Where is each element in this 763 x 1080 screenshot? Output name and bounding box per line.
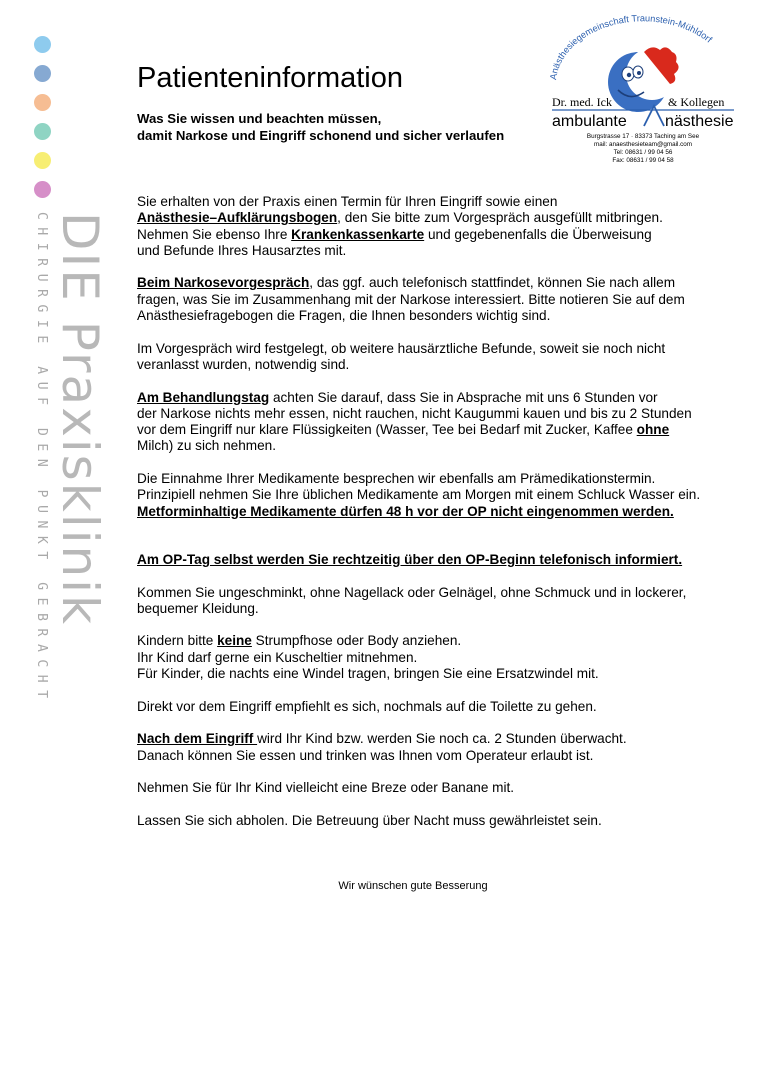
logo-mail: mail: anaesthesieteam@gmail.com <box>593 141 693 148</box>
paragraph-treatment-day: Am Behandlungstag achten Sie darauf, dass Sie in Absprache mit uns 6 Stunden vor der Narkose nichts mehr essen, nicht rauchen, nicht Kaugummi kauen und bis zu 2 Stunden vor dem Eingriff nur klare Flüssigkeiten (Wasser, Tee bei Bedarf mit Zucker, Kaffee ohne Milch) zu sich nehmen. <box>137 389 692 454</box>
closing-line: Wir wünschen gute Besserung <box>338 880 488 892</box>
paragraph-pickup: Lassen Sie sich abholen. Die Betreuung über Nacht muss gewährleistet sein. <box>137 812 602 828</box>
decor-dot-4 <box>34 123 51 140</box>
logo-doctor: Dr. med. Ick <box>552 95 612 109</box>
logo-arc-text: Anästhesiegemeinschaft Traunstein-Mühldorf <box>548 14 714 81</box>
decor-dot-5 <box>34 152 51 169</box>
decor-dot-1 <box>34 36 51 53</box>
paragraph-medication: Die Einnahme Ihrer Medikamente besprechen wir ebenfalls am Prämedikationstermin. Prinzipiell nehmen Sie Ihre üblichen Medikamente am Morgen mit einem Schluck Wasser ein. Metforminhaltige Medikamente dürfen 48 h vor der OP nicht eingenommen werden. <box>137 471 701 519</box>
page-subtitle <box>137 110 504 144</box>
side-brand: DIE Praxisklinik <box>51 212 109 627</box>
paragraph-after-procedure: Nach dem Eingriff wird Ihr Kind bzw. werden Sie noch ca. 2 Stunden überwacht. Danach können Sie essen und trinken was Ihnen vom Operateur erlaubt ist. <box>137 731 627 763</box>
paragraph-snack: Nehmen Sie für Ihr Kind vielleicht eine Breze oder Banane mit. <box>137 780 515 796</box>
logo-word-left: ambulante <box>552 113 627 130</box>
paragraph-toilet: Direkt vor dem Eingriff empfiehlt es sich, nochmals auf die Toilette zu gehen. <box>137 698 597 714</box>
paragraph-clothing: Kommen Sie ungeschminkt, ohne Nagellack oder Gelnägel, ohne Schmuck und in lockerer, bequemer Kleidung. <box>137 584 687 616</box>
document-body <box>137 194 737 845</box>
subtitle-line-1: Was Sie wissen und beachten müssen, <box>137 111 382 126</box>
paragraph-findings: Im Vorgespräch wird festgelegt, ob weitere hausärztliche Befunde, soweit sie noch nicht veranlasst wurden, notwendig sind. <box>137 340 666 372</box>
logo-word-right: nästhesie <box>665 113 734 130</box>
practice-logo <box>548 14 738 174</box>
paragraph-pre-consultation: Beim Narkosevorgespräch, das ggf. auch telefonisch stattfindet, können Sie nach allem fragen, was Sie im Zusammenhang mit der Narkose interessiert. Bitte notieren Sie auf dem Anästhesiefragebogen die Fragen, die Ihnen besonders wichtig sind. <box>137 275 685 324</box>
subtitle-line-2: damit Narkose und Eingriff schonend und sicher verlaufen <box>137 128 505 143</box>
logo-colleagues: & Kollegen <box>668 95 725 109</box>
logo-address: Burgstrasse 17 · 83373 Taching am See <box>586 133 700 140</box>
paragraph-appointment: Sie erhalten von der Praxis einen Termin für Ihren Eingriff sowie einen Anästhesie–Aufklärungsbogen, den Sie bitte zum Vorgespräch ausgefüllt mitbringen. Nehmen Sie ebenso Ihre Krankenkassenkarte und gegebenenfalls die Überweisung und Befunde Ihres Hausarztes mit. <box>137 194 663 258</box>
page-title: Patienteninformation <box>137 62 403 94</box>
side-tagline: CHIRURGIE AUF DEN PUNKT GEBRACHT <box>34 212 49 706</box>
paragraph-children: Kindern bitte keine Strumpfhose oder Body anziehen. Ihr Kind darf gerne ein Kuscheltier mitnehmen. Für Kinder, die nachts eine Windel tragen, bringen Sie eine Ersatzwindel mit. <box>137 633 599 682</box>
logo-tel: Tel: 08631 / 99 04 56 <box>613 149 673 156</box>
decor-dot-3 <box>34 94 51 111</box>
logo-fax: Fax: 08631 / 99 04 58 <box>612 157 674 164</box>
decor-dot-2 <box>34 65 51 82</box>
decor-dot-6 <box>34 181 51 198</box>
paragraph-op-day: Am OP-Tag selbst werden Sie rechtzeitig über den OP-Beginn telefonisch informiert. <box>137 551 683 567</box>
